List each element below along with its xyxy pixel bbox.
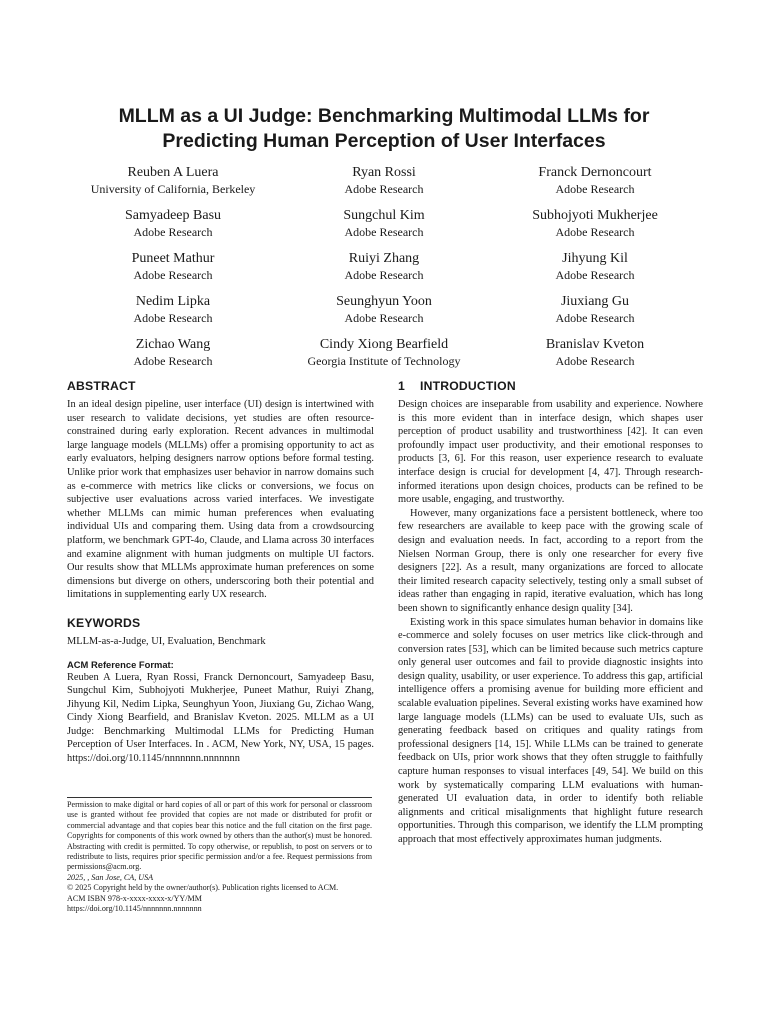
author-affiliation: Adobe Research — [133, 311, 213, 325]
abstract-text: In an ideal design pipeline, user interface (UI) design is intertwined with user research to validate decisions, yet studies are often resource-constrained during early exploration. Recent advances in multimodal large language models (MLLMs) offer a promising opportunity to act as early evaluators, helping designers narrow options before formal testing. Unlike prior work that emphasizes user behavior in narrow domains such as e-commerce with metrics like clicks or conversions, we focus on subjective user evaluations across varied interfaces. We investigate whether MLLMs can mimic human preferences when evaluating individual UIs and comparing them. Using data from a crowdsourcing platform, we benchmark GPT-4o, Claude, and Llama across 30 interfaces and examine alignment with human judgments on multiple UI factors. Our results show that MLLMs approximate human preferences on some dimensions but diverge on others, underscoring both their potential and limitations in supplementing early UX research. — [67, 399, 374, 601]
author-name: Cindy Xiong Bearfield — [319, 337, 449, 352]
author — [279, 207, 489, 250]
section-title: INTRODUCTION — [420, 379, 516, 393]
author — [279, 336, 489, 379]
right-column — [398, 378, 703, 847]
author-affiliation: Adobe Research — [344, 311, 424, 325]
acm-reference-heading: ACM Reference Format: — [67, 658, 174, 670]
venue-line: 2025, , San Jose, CA, USA — [67, 872, 154, 882]
author — [490, 336, 700, 379]
author-row-5 — [68, 336, 700, 379]
author-affiliation: Adobe Research — [344, 268, 424, 282]
author-name: Ruiyi Zhang — [348, 251, 420, 266]
author — [490, 164, 700, 207]
copyright-line: © 2025 Copyright held by the owner/author(s). Publication rights licensed to ACM. — [67, 883, 339, 893]
section-number: 1 — [398, 379, 405, 393]
introduction-heading — [398, 378, 703, 394]
author-affiliation: Adobe Research — [344, 225, 424, 239]
author-affiliation: Adobe Research — [133, 268, 213, 282]
author-name: Sungchul Kim — [343, 208, 425, 223]
author-name: Nedim Lipka — [135, 294, 211, 309]
keywords-text: MLLM-as-a-Judge, UI, Evaluation, Benchmark — [67, 635, 266, 647]
paper-title — [40, 104, 728, 154]
author-name: Franck Dernoncourt — [538, 165, 652, 180]
author-name: Seunghyun Yoon — [336, 294, 432, 309]
intro-paragraph-2: However, many organizations face a persistent bottleneck, where too few researchers are available to keep pace with the growing scale of design and evaluation needs. In fact, according to a report from the Nielsen Norman Group, there is only one researcher for every five designers [22]. As a result, many organizations are forced to allocate their limited research capacity selectively, testing only a small subset of ideas rather than engaging in rapid, iterative evaluation, which has long been shown to significantly enhance design quality [34]. — [398, 507, 703, 614]
author — [279, 164, 489, 207]
author-affiliation: Adobe Research — [555, 311, 635, 325]
author-affiliation: Adobe Research — [555, 268, 635, 282]
author-affiliation: Adobe Research — [555, 225, 635, 239]
author-name: Samyadeep Basu — [124, 208, 222, 223]
author — [490, 293, 700, 336]
author — [68, 164, 278, 207]
author-row-3 — [68, 250, 700, 293]
acm-reference-text: Reuben A Luera, Ryan Rossi, Franck Dernoncourt, Samyadeep Basu, Sungchul Kim, Subhojyoti Mukherjee, Puneet Mathur, Ruiyi Zhang, Jihyung Kil, Nedim Lipka, Seunghyun Yoon, Jiuxiang Gu, Zichao Wang, Cindy Xiong Bearfield, and Branislav Kveton. 2025. MLLM as a UI Judge: Benchmarking Multimodal LLMs for Predicting Human Perception of User Interfaces. In . ACM, New York, NY, USA, 15 pages. https://doi.org/10.1145/nnnnnnn.nnnnnnn — [67, 671, 374, 765]
author-affiliation: University of California, Berkeley — [90, 182, 256, 196]
author-name: Branislav Kveton — [545, 337, 645, 352]
author-name: Puneet Mathur — [131, 251, 215, 266]
author — [68, 250, 278, 293]
author-name: Subhojyoti Mukherjee — [532, 208, 658, 223]
intro-paragraph-1: Design choices are inseparable from usability and experience. Nowhere is this more evident than in interface design, which shapes user perception of product usability and trustworthiness [42]. It can even profoundly impact user productivity, and their emotional responses to products [3, 6]. For this reason, user experience research to evaluate interface design is crucial for development [4, 47]. Through research-informed iterations upon design choices, products can be refined to be more usable, engaging, and trustworthy. — [398, 399, 703, 506]
author — [490, 250, 700, 293]
doi-line: https://doi.org/10.1145/nnnnnnn.nnnnnnn — [67, 904, 202, 914]
paper-title-line-2: Predicting Human Perception of User Interfaces — [162, 130, 606, 152]
author-name: Jihyung Kil — [562, 251, 628, 266]
author-affiliation: Adobe Research — [133, 354, 213, 368]
author-affiliation: Adobe Research — [555, 354, 635, 368]
author-affiliation: Adobe Research — [344, 182, 424, 196]
author — [68, 207, 278, 250]
footnote-divider — [67, 797, 372, 798]
author-block — [68, 164, 700, 379]
author — [68, 336, 278, 379]
copyright-footnote — [67, 800, 372, 914]
abstract-heading: ABSTRACT — [67, 379, 136, 393]
author-name: Reuben A Luera — [127, 165, 219, 180]
permission-notice: Permission to make digital or hard copies of all or part of this work for personal or classroom use is granted without fee provided that copies are not made or distributed for profit or commercial advantage and that copies bear this notice and the full citation on the first page. Copyrights for components of this work owned by others than the author(s) must be honored. Abstracting with credit is permitted. To copy otherwise, or republish, to post on servers or to redistribute to lists, requires prior specific permission and/or a fee. Request permissions from permissions@acm.org. — [67, 800, 372, 872]
author-name: Jiuxiang Gu — [560, 294, 630, 309]
paper-title-line-1: MLLM as a UI Judge: Benchmarking Multimodal LLMs for — [118, 105, 650, 127]
author-affiliation: Georgia Institute of Technology — [307, 354, 461, 368]
author — [68, 293, 278, 336]
author-row-4 — [68, 293, 700, 336]
intro-paragraph-3: Existing work in this space simulates human behavior in domains like e-commerce and solely focuses on user metrics like click-through and conversion rates [53], which can be limited because such metrics capture only general user outcomes and fail to provide diagnostic insights into design quality, usability, or user experience. To address this gap, artificial intelligence offers a promising avenue for building more efficient and scalable evaluation pipelines. Several existing works have examined how large language models (LLMs) can be used to evaluate UIs, such as generating feedback based on critiques and quality ratings from professional designers [14, 15]. While LLMs can be trained to generate feedback on UIs, prior work shows that they often struggle to faithfully capture human responses to visual interfaces [49, 54]. We build on this work by systematically comparing LLM evaluations with human-generated UI evaluation data, in order to identify both reliable alignments and critical misalignments that highlight future research opportunities. Through this comparison, we identify the LLM prompting approach that most effectively approximates human judgments. — [398, 616, 703, 845]
author-name: Ryan Rossi — [352, 165, 416, 180]
author-affiliation: Adobe Research — [555, 182, 635, 196]
author — [490, 207, 700, 250]
author-affiliation: Adobe Research — [133, 225, 213, 239]
author — [279, 250, 489, 293]
author-name: Zichao Wang — [135, 337, 211, 352]
isbn-line: ACM ISBN 978-x-xxxx-xxxx-x/YY/MM — [67, 893, 202, 903]
left-column — [67, 378, 374, 766]
author — [279, 293, 489, 336]
keywords-heading: KEYWORDS — [67, 615, 141, 630]
author-row-2 — [68, 207, 700, 250]
author-row-1 — [68, 164, 700, 207]
